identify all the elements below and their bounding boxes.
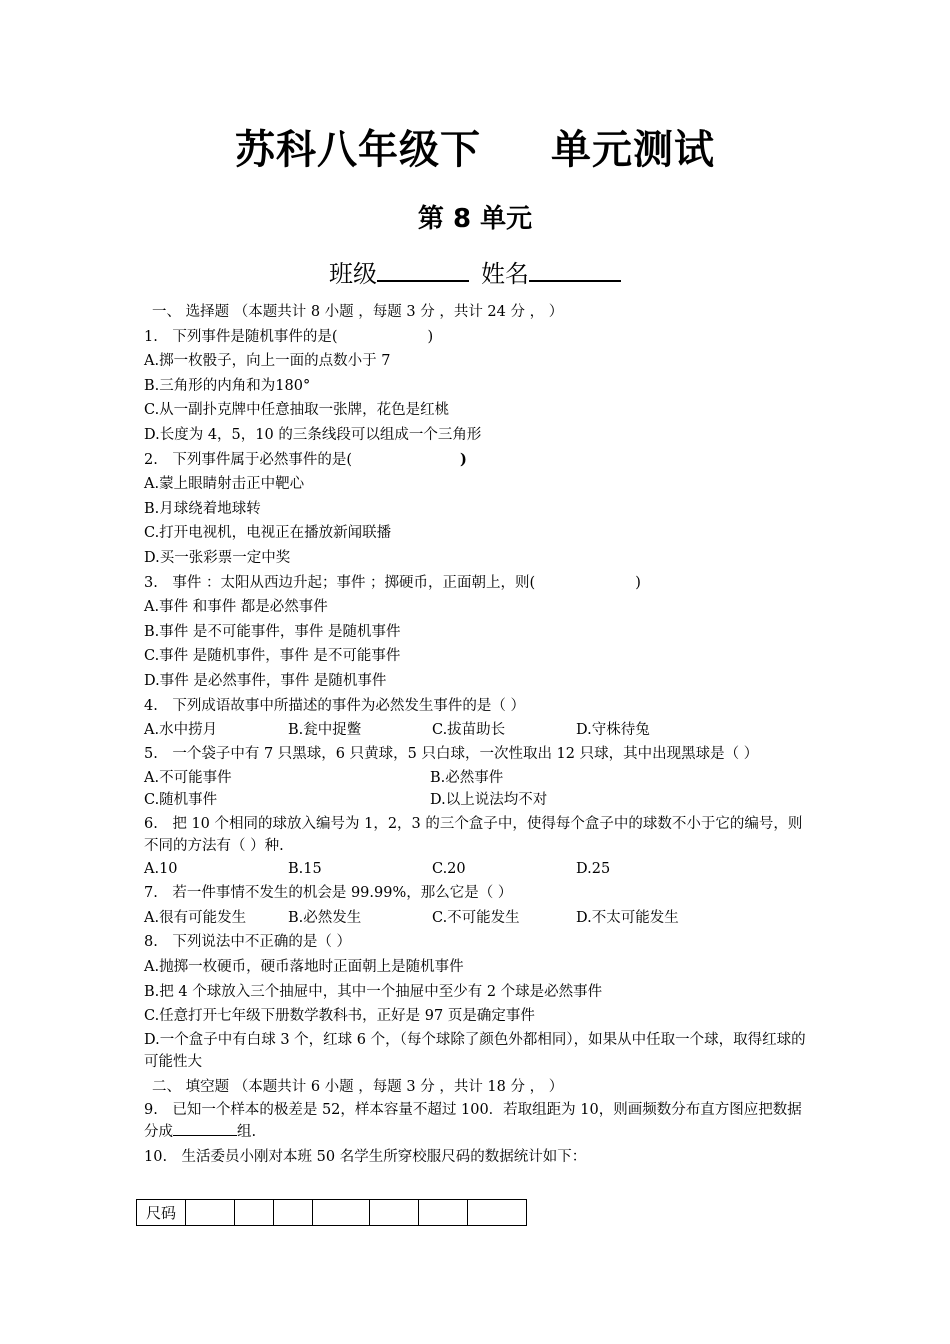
option: D.买一张彩票一定中奖 — [144, 549, 291, 566]
section-heading-fill: 二、 填空题 （本题共计 6 小题 ，每题 3 分 ，共计 18 分 ， ） — [152, 1078, 564, 1095]
option: A.不可能事件 — [144, 769, 232, 786]
options-row — [144, 906, 814, 931]
table-cell — [235, 1200, 274, 1226]
option: D.25 — [576, 860, 611, 877]
table-header-cell: 尺码 — [137, 1200, 186, 1226]
option: B.瓮中捉鳖 — [288, 722, 362, 739]
class-blank[interactable] — [377, 258, 469, 282]
class-label: 班级 — [329, 260, 377, 288]
option: D.以上说法均不对 — [430, 791, 548, 808]
question-9: 9. 已知一个样本的极差是 52，样本容量不超过 100．若取组距为 10，则画频数分布直方图应把数据分成 组. — [144, 1102, 802, 1141]
option: A.抛掷一枚硬币，硬币落地时正面朝上是随机事件 — [144, 959, 464, 976]
option: D.守株待兔 — [576, 722, 650, 739]
section-heading-choice: 一、 选择题 （本题共计 8 小题 ，每题 3 分 ，共计 24 分 ， ） — [152, 304, 564, 320]
option: A.事件 和事件 都是必然事件 — [144, 599, 328, 616]
option: D.事件 是必然事件，事件 是随机事件 — [144, 672, 387, 689]
title-right: 单元测试 — [551, 127, 715, 173]
question-1: 1. 下列事件是随机事件的是( ) — [144, 328, 434, 345]
option: B.月球绕着地球转 — [144, 500, 261, 517]
option: B.必然事件 — [430, 769, 504, 786]
question-3: 3. 事件 ：太阳从西边升起；事件 ；掷硬币，正面朝上，则( ) — [144, 574, 641, 591]
table-cell — [419, 1200, 468, 1226]
table-cell — [313, 1200, 370, 1226]
title-left: 苏科八年级下 — [235, 127, 481, 173]
student-info-line — [0, 254, 950, 289]
question-8: 8. 下列说法中不正确的是（ ） — [144, 934, 351, 951]
options-row — [144, 789, 814, 811]
option: D.不太可能发生 — [576, 909, 679, 926]
unit-subtitle: 第 8 单元 — [417, 204, 533, 234]
answer-blank[interactable] — [173, 1121, 237, 1136]
option: B.事件 是不可能事件，事件 是随机事件 — [144, 623, 401, 640]
question-4: 4. 下列成语故事中所描述的事件为必然发生事件的是（ ） — [144, 697, 525, 714]
option: C.不可能发生 — [432, 909, 520, 926]
option: D.长度为 4，5，10 的三条线段可以组成一个三角形 — [144, 426, 482, 443]
option: A.掷一枚骰子，向上一面的点数小于 7 — [144, 353, 391, 370]
options-row — [144, 718, 814, 743]
question-7: 7. 若一件事情不发生的机会是 99.99%，那么它是（ ） — [144, 885, 513, 902]
size-table — [136, 1199, 527, 1226]
option: A.很有可能发生 — [144, 909, 247, 926]
option: C.打开电视机，电视正在播放新闻联播 — [144, 525, 392, 542]
page-title — [0, 118, 950, 175]
option: B.15 — [288, 860, 322, 877]
name-blank[interactable] — [529, 258, 621, 282]
option: D.一个盒子中有白球 3 个，红球 6 个，（每个球除了颜色外都相同），如果从中任取一个球，取得红球的可能性大 — [144, 1031, 806, 1070]
question-2: 2. 下列事件属于必然事件的是( ) — [144, 450, 467, 468]
option: B.把 4 个球放入三个抽屉中，其中一个抽屉中至少有 2 个球是必然事件 — [144, 983, 603, 1000]
question-5: 5. 一个袋子中有 7 只黑球，6 只黄球，5 只白球，一次性取出 12 只球，其中出现黑球是（ ） — [144, 745, 759, 762]
table-cell — [370, 1200, 419, 1226]
question-6: 6. 把 10 个相同的球放入编号为 1，2，3 的三个盒子中，使得每个盒子中的球数不小于它的编号，则不同的方法有（ ）种. — [144, 815, 803, 854]
option: B.必然发生 — [288, 909, 362, 926]
option: B.三角形的内角和为180° — [144, 377, 311, 394]
name-label: 姓名 — [481, 260, 529, 288]
option: C.从一副扑克牌中任意抽取一张牌，花色是红桃 — [144, 402, 450, 419]
options-row — [144, 857, 814, 882]
option: A.10 — [144, 860, 178, 877]
table-cell — [274, 1200, 313, 1226]
option: A.蒙上眼睛射击正中靶心 — [144, 476, 305, 493]
option: A.水中捞月 — [144, 722, 218, 739]
table-row — [137, 1200, 527, 1226]
option: C.拔苗助长 — [432, 722, 506, 739]
options-row — [144, 767, 814, 789]
option: C.随机事件 — [144, 791, 218, 808]
question-10: 10. 生活委员小刚对本班 50 名学生所穿校服尺码的数据统计如下： — [144, 1149, 587, 1166]
option: C.事件 是随机事件，事件 是不可能事件 — [144, 648, 401, 665]
option: C.任意打开七年级下册数学教科书，正好是 97 页是确定事件 — [144, 1008, 535, 1025]
option: C.20 — [432, 860, 466, 877]
questions-body — [144, 300, 814, 1170]
table-cell — [468, 1200, 527, 1226]
table-cell — [186, 1200, 235, 1226]
